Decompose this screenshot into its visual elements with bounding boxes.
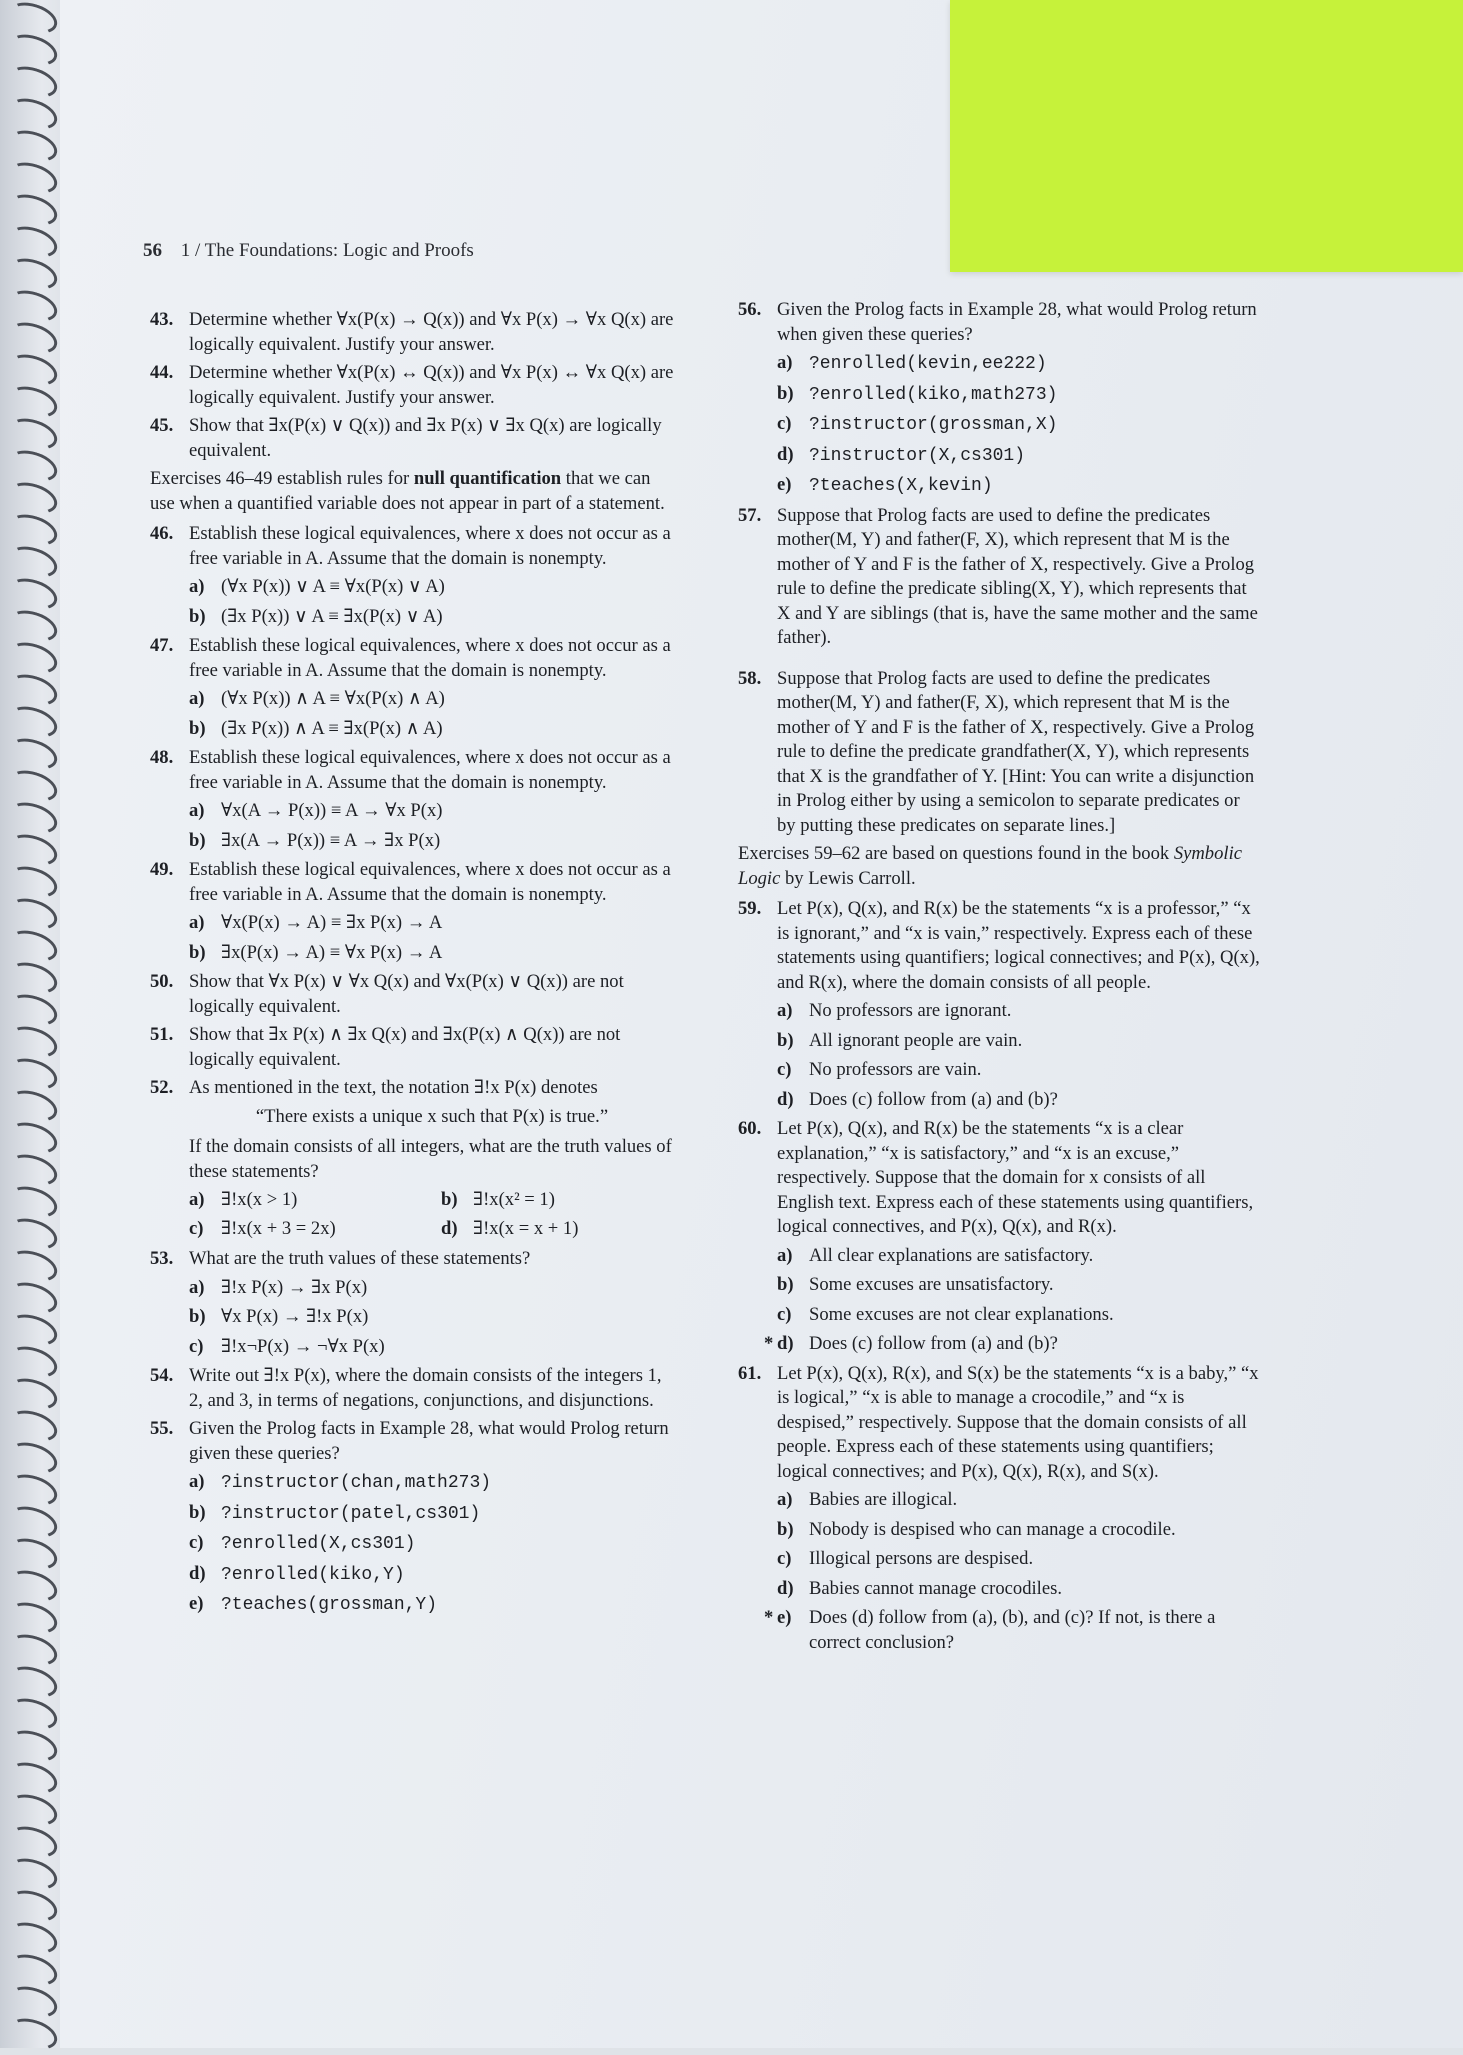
part-c: c) ?enrolled(X,cs301) [189, 1532, 416, 1554]
spiral-coil [5, 829, 61, 871]
exercise-43: 43. Determine whether ∀x(P(x) → Q(x)) and ∀x P(x) → ∀x Q(x) are logically equivalent. Justify your answer. [150, 309, 674, 355]
part-d: d) ∃!x(x = x + 1) [441, 1217, 579, 1239]
part-a: a) No professors are ignorant. [777, 1000, 1012, 1021]
book-title: Symbolic Logic [738, 843, 1242, 889]
part-a: a) ∀x(A → P(x)) ≡ A → ∀x P(x) [189, 800, 443, 821]
spiral-coil [5, 29, 61, 71]
exercise-text: Given the Prolog facts in Example 28, what would Prolog return when given these queries? [777, 299, 1257, 345]
exercise-text: Let P(x), Q(x), and R(x) be the statements “x is a professor,” “x is ignorant,” and “x is vain,” respectively. Express each of these statements using quantifiers; logical connectives; and P(x), Q(x), and R(x), where the domain consists of all people. [777, 898, 1260, 993]
spiral-coil [5, 1437, 61, 1479]
part-a: a) All clear explanations are satisfactory. [777, 1244, 1094, 1266]
exercise-text: Establish these logical equivalences, where x does not occur as a free variable in A. Assume that the domain is nonempty. [189, 523, 671, 569]
term-null-quantification: null quantification [413, 468, 562, 489]
parts-grid [189, 1186, 675, 1243]
intro-null-quantification: Exercises 46–49 establish rules for null quantification that we can use when a quantified variable does not appear in part of a statement. [150, 468, 665, 514]
spiral-coil [5, 893, 61, 935]
spiral-coil [5, 637, 61, 679]
part-b: b) All ignorant people are vain. [777, 1029, 1023, 1051]
part-d: d) Does (c) follow from (a) and (b)? [777, 1088, 1058, 1110]
part-b: b) ?enrolled(kiko,math273) [777, 382, 1058, 405]
spiral-coil [5, 541, 61, 583]
spiral-coil [5, 1853, 61, 1895]
exercise-50: 50. Show that ∀x P(x) ∨ ∀x Q(x) and ∀x(P(x) ∨ Q(x)) are not logically equivalent. [150, 971, 624, 1017]
part-d: d) Babies cannot manage crocodiles. [777, 1577, 1062, 1599]
spiral-coil [5, 1341, 61, 1383]
spiral-coil [5, 1309, 61, 1351]
spiral-coil [5, 733, 61, 775]
spiral-coil [5, 1789, 61, 1831]
exercise-47: 47. Establish these logical equivalences, where x does not occur as a free variable in A. Assume that the domain is nonempty. a) (∀x P(x)) ∧ A ≡ ∀x(P(x) ∧ A) b) (∃x P(x)) ∧ A ≡ ∃x(P(x) ∧ A) [150, 634, 675, 741]
right-column [738, 298, 1260, 1660]
exercise-text-2: If the domain consists of all integers, what are the truth values of these statements? [189, 1136, 672, 1182]
exercise-52: 52. As mentioned in the text, the notation ∃!x P(x) denotes “There exists a unique x such that P(x) is true.” If the domain consists of all integers, what are the truth values of these statements? a) ∃!x(x > 1) b) ∃!x(x² = 1) c) ∃!x(x + 3 = 2x) d) ∃!x(x = x + 1) [150, 1076, 675, 1243]
exercise-51: 51. Show that ∃x P(x) ∧ ∃x Q(x) and ∃x(P(x) ∧ Q(x)) are not logically equivalent. [150, 1024, 621, 1070]
spiral-coil [5, 765, 61, 807]
part-b: b) ∃x(P(x) → A) ≡ ∀x P(x) → A [189, 941, 443, 963]
spiral-coil [5, 1565, 61, 1607]
spiral-coil [5, 93, 61, 135]
part-c: c) Illogical persons are despised. [777, 1548, 1034, 1569]
spiral-coil [5, 189, 61, 231]
spiral-coil [5, 1277, 61, 1319]
exercise-48: 48. Establish these logical equivalences, where x does not occur as a free variable in A. Assume that the domain is nonempty. a) ∀x(A → P(x)) ≡ A → ∀x P(x) b) ∃x(A → P(x)) ≡ A → ∃x P(x) [150, 746, 675, 853]
part-b: b) (∃x P(x)) ∧ A ≡ ∃x(P(x) ∧ A) [189, 717, 443, 739]
exercise-45: 45. Show that ∃x(P(x) ∨ Q(x)) and ∃x P(x) ∨ ∃x Q(x) are logically equivalent. [150, 415, 662, 461]
exercise-55: 55. Given the Prolog facts in Example 28, what would Prolog return given these queries? a) ?instructor(chan,math273) b) ?instructor(patel,cs301) c) ?enrolled(X,cs301) d) ?enrolled(kiko,Y) e) ?teaches(grossman,Y) [150, 1417, 675, 1618]
part-a: a) ∀x(P(x) → A) ≡ ∃x P(x) → A [189, 912, 443, 933]
spiral-coil [5, 477, 61, 519]
exercise-58: 58. Suppose that Prolog facts are used to define the predicates mother(M, Y) and father(F, X), which represent that M is the mother of Y and F is the father of X, respectively. Give a Prolog rule to define the predicate grandfather(X, Y), which represents that X is the grandfather of Y. [Hint: You can write a disjunction in Prolog either by using a semicolon to separate predicates or by putting these predicates on separate lines.] [738, 667, 1255, 836]
part-d: d) ?enrolled(kiko,Y) [189, 1562, 405, 1585]
spiral-coil [5, 1501, 61, 1543]
part-a: a) ∃!x(x > 1) [189, 1189, 298, 1210]
sticky-note [950, 0, 1463, 272]
part-c: c) Some excuses are not clear explanations. [777, 1303, 1114, 1325]
spiral-coil [5, 1693, 61, 1735]
exercise-text: Establish these logical equivalences, where x does not occur as a free variable in A. Assume that the domain is nonempty. [189, 635, 671, 681]
exercise-text: Let P(x), Q(x), and R(x) be the statements “x is a clear explanation,” “x is satisfactory,” and “x is an excuse,” respectively. Suppose that the domain for x consists of all English text. Express each of these statements using quantifiers, logical connectives, and P(x), Q(x), and R(x). [777, 1118, 1254, 1237]
spiral-coil [5, 669, 61, 711]
spiral-coil [5, 957, 61, 999]
exercise-text: Show that ∀x P(x) ∨ ∀x Q(x) and ∀x(P(x) ∨ Q(x)) are not logically equivalent. [189, 971, 624, 1017]
part-c: c) ∃!x(x + 3 = 2x) [189, 1217, 336, 1239]
part-a: a) ?enrolled(kevin,ee222) [777, 352, 1047, 374]
spiral-coil [5, 861, 61, 903]
part-b: b) ?instructor(patel,cs301) [189, 1501, 481, 1524]
exercise-53: 53. What are the truth values of these statements? a) ∃!x P(x) → ∃x P(x) b) ∀x P(x) → ∃!x P(x) c) ∃!x¬P(x) → ¬∀x P(x) [150, 1247, 675, 1359]
part-a: a) ∃!x P(x) → ∃x P(x) [189, 1276, 368, 1298]
spiral-coil [5, 509, 61, 551]
spiral-coil [5, 1469, 61, 1511]
spiral-coil [5, 797, 61, 839]
spiral-coil [5, 1149, 61, 1191]
exercise-44: 44. Determine whether ∀x(P(x) ↔ Q(x)) and ∀x P(x) ↔ ∀x Q(x) are logically equivalent. Justify your answer. [150, 362, 674, 408]
part-b: b) (∃x P(x)) ∨ A ≡ ∃x(P(x) ∨ A) [189, 605, 443, 627]
spiral-coil [5, 221, 61, 263]
spiral-coil [5, 1533, 61, 1575]
chapter-title: 1 / The Foundations: Logic and Proofs [180, 240, 474, 261]
part-b: b) Nobody is despised who can manage a crocodile. [777, 1518, 1176, 1540]
spiral-coil [5, 1885, 61, 1927]
part-c: c) ∃!x¬P(x) → ¬∀x P(x) [189, 1335, 385, 1357]
spiral-coil [5, 445, 61, 487]
spiral-coil [5, 413, 61, 455]
spiral-coil [5, 701, 61, 743]
spiral-coil [5, 349, 61, 391]
exercise-text: Determine whether ∀x(P(x) ↔ Q(x)) and ∀x P(x) ↔ ∀x Q(x) are logically equivalent. Justify your answer. [189, 362, 674, 408]
spiral-coil [5, 1085, 61, 1127]
part-a: a) ?instructor(chan,math273) [189, 1471, 492, 1493]
exercise-text: Suppose that Prolog facts are used to define the predicates mother(M, Y) and father(F, X), which represent that M is the mother of Y and F is the father of X, respectively. Give a Prolog rule to define the predicate grandfather(X, Y), which represents that X is the grandfather of Y. [Hint: You can write a disjunction in Prolog either by using a semicolon to separate predicates or by putting these predicates on separate lines.] [777, 667, 1255, 836]
exercise-text: Establish these logical equivalences, where x does not occur as a free variable in A. Assume that the domain is nonempty. [189, 859, 671, 905]
part-d: * d) Does (c) follow from (a) and (b)? [777, 1332, 1260, 1357]
spiral-coil [5, 1117, 61, 1159]
spiral-coil [5, 1373, 61, 1415]
spiral-coil [5, 573, 61, 615]
spiral-coil [5, 285, 61, 327]
spiral-coil [5, 1917, 61, 1959]
spiral-coil [5, 1405, 61, 1447]
exercise-59: 59. Let P(x), Q(x), and R(x) be the statements “x is a professor,” “x is ignorant,” and “x is vain,” respectively. Express each of these statements using quantifiers; logical connectives; and P(x), Q(x), and R(x), where the domain consists of all people. a) No professors are ignorant. b) All ignorant people are vain. c) No professors are vain. d) Does (c) follow from (a) and (b)? [738, 897, 1260, 1112]
part-b: b) ∃x(A → P(x)) ≡ A → ∃x P(x) [189, 829, 441, 851]
exercise-text: Let P(x), Q(x), R(x), and S(x) be the statements “x is a baby,” “x is logical,” “x is able to manage a crocodile,” and “x is despised,” respectively. Suppose that the domain consists of all people. Express each of these statements using quantifiers; logical connectives; and P(x), Q(x), R(x), and S(x). [777, 1362, 1259, 1482]
spiral-coil [5, 1597, 61, 1639]
exercise-text: Given the Prolog facts in Example 28, what would Prolog return given these queries? [189, 1418, 669, 1464]
part-b: b) ∀x P(x) → ∃!x P(x) [189, 1306, 369, 1327]
part-c: c) ?instructor(grossman,X) [777, 413, 1058, 435]
unique-quote: “There exists a unique x such that P(x) is true.” [255, 1105, 609, 1127]
spiral-coil [5, 253, 61, 295]
part-e: * e) Does (d) follow from (a), (b), and (c)? If not, is there a correct conclusion? [764, 1607, 1216, 1653]
spiral-coil [5, 1021, 61, 1063]
spiral-coil [5, 1821, 61, 1863]
spiral-coil [5, 1757, 61, 1799]
spiral-coil [5, 1661, 61, 1703]
part-e: e) ?teaches(X,kevin) [777, 474, 993, 496]
spiral-coil [5, 0, 61, 39]
exercise-46: 46. Establish these logical equivalences, where x does not occur as a free variable in A. Assume that the domain is nonempty. a) (∀x P(x)) ∨ A ≡ ∀x(P(x) ∨ A) b) (∃x P(x)) ∨ A ≡ ∃x(P(x) ∨ A) [150, 522, 675, 629]
part-c: c) No professors are vain. [777, 1059, 982, 1080]
page-header [143, 240, 474, 262]
exercise-49: 49. Establish these logical equivalences, where x does not occur as a free variable in A. Assume that the domain is nonempty. a) ∀x(P(x) → A) ≡ ∃x P(x) → A b) ∃x(P(x) → A) ≡ ∀x P(x) → A [150, 858, 675, 965]
spiral-coil [5, 605, 61, 647]
spiral-coil [5, 2013, 61, 2055]
exercise-text: Show that ∃x(P(x) ∨ Q(x)) and ∃x P(x) ∨ ∃x Q(x) are logically equivalent. [189, 415, 662, 461]
spiral-coil [5, 1949, 61, 1991]
left-column [150, 308, 675, 1623]
part-d: d) ?instructor(X,cs301) [777, 443, 1026, 466]
intro-lewis-carroll: Exercises 59–62 are based on questions found in the book Symbolic Logic by Lewis Carroll. [738, 843, 1242, 889]
starred-marker: * [764, 1607, 774, 1628]
spiral-coil [5, 925, 61, 967]
spiral-coil [5, 989, 61, 1031]
spacer [738, 655, 1260, 667]
exercise-61: 61. Let P(x), Q(x), R(x), and S(x) be the statements “x is a baby,” “x is logical,” “x is able to manage a crocodile,” and “x is despised,” respectively. Suppose that the domain consists of all people. Express each of these statements using quantifiers; logical connectives; and P(x), Q(x), R(x), and S(x). a) Babies are illogical. b) Nobody is despised who can manage a crocodile. c) Illogical persons are despised. d) Babies cannot manage crocodiles. * e) Does (d) follow from (a), (b), and (c)? If not, is there a correct conclusion? [738, 1362, 1260, 1656]
exercise-text: Write out ∃!x P(x), where the domain consists of the integers 1, 2, and 3, in terms of negations, conjunctions, and disjunctions. [189, 1365, 662, 1411]
spiral-coil [5, 381, 61, 423]
spiral-coil [5, 1053, 61, 1095]
spiral-coil [5, 1981, 61, 2023]
part-a: a) Babies are illogical. [777, 1489, 958, 1510]
spiral-coil [5, 1725, 61, 1767]
spiral-coil [5, 1245, 61, 1287]
spiral-coil [5, 1629, 61, 1671]
exercise-text: Show that ∃x P(x) ∧ ∃x Q(x) and ∃x(P(x) ∧ Q(x)) are not logically equivalent. [189, 1024, 621, 1070]
exercise-text: Establish these logical equivalences, where x does not occur as a free variable in A. Assume that the domain is nonempty. [189, 747, 671, 793]
page-number: 56 [143, 240, 162, 261]
part-a: a) (∀x P(x)) ∧ A ≡ ∀x(P(x) ∧ A) [189, 688, 445, 709]
exercise-text: What are the truth values of these statements? [189, 1248, 531, 1269]
starred-marker: * [764, 1333, 774, 1354]
part-e: e) ?teaches(grossman,Y) [189, 1593, 438, 1615]
exercise-text: Suppose that Prolog facts are used to define the predicates mother(M, Y) and father(F, X), which represent that M is the mother of Y and F is the father of X, respectively. Give a Prolog rule to define the predicate sibling(X, Y), which represents that X and Y are siblings (that is, have the same mother and the same father). [777, 504, 1258, 648]
part-b: b) ∃!x(x² = 1) [441, 1189, 555, 1210]
exercise-57: 57. Suppose that Prolog facts are used to define the predicates mother(M, Y) and father(F, X), which represent that M is the mother of Y and F is the father of X, respectively. Give a Prolog rule to define the predicate sibling(X, Y), which represents that X and Y are siblings (that is, have the same mother and the same father). [738, 504, 1258, 648]
spiral-coil [5, 1181, 61, 1223]
exercise-56: 56. Given the Prolog facts in Example 28, what would Prolog return when given these queries? a) ?enrolled(kevin,ee222) b) ?enrolled(kiko,math273) c) ?instructor(grossman,X) d) ?instructor(X,cs301) e) ?teaches(X,kevin) [738, 298, 1260, 499]
spiral-coil [5, 157, 61, 199]
spiral-coil [5, 125, 61, 167]
exercise-60: 60. Let P(x), Q(x), and R(x) be the statements “x is a clear explanation,” “x is satisfactory,” and “x is an excuse,” respectively. Suppose that the domain for x consists of all English text. Express each of these statements using quantifiers, logical connectives, and P(x), Q(x), and R(x). a) All clear explanations are satisfactory. b) Some excuses are unsatisfactory. c) Some excuses are not clear explanations. * d) Does (c) follow from (a) and (b)? [738, 1117, 1260, 1357]
exercise-54: 54. Write out ∃!x P(x), where the domain consists of the integers 1, 2, and 3, in terms of negations, conjunctions, and disjunctions. [150, 1365, 662, 1411]
spiral-coil [5, 317, 61, 359]
spiral-coil [5, 61, 61, 103]
exercise-text: Determine whether ∀x(P(x) → Q(x)) and ∀x P(x) → ∀x Q(x) are logically equivalent. Justify your answer. [189, 309, 674, 355]
spiral-coil [5, 1213, 61, 1255]
exercise-text: As mentioned in the text, the notation ∃!x P(x) denotes [189, 1077, 598, 1098]
part-b: b) Some excuses are unsatisfactory. [777, 1274, 1054, 1295]
part-a: a) (∀x P(x)) ∨ A ≡ ∀x(P(x) ∨ A) [189, 576, 445, 597]
